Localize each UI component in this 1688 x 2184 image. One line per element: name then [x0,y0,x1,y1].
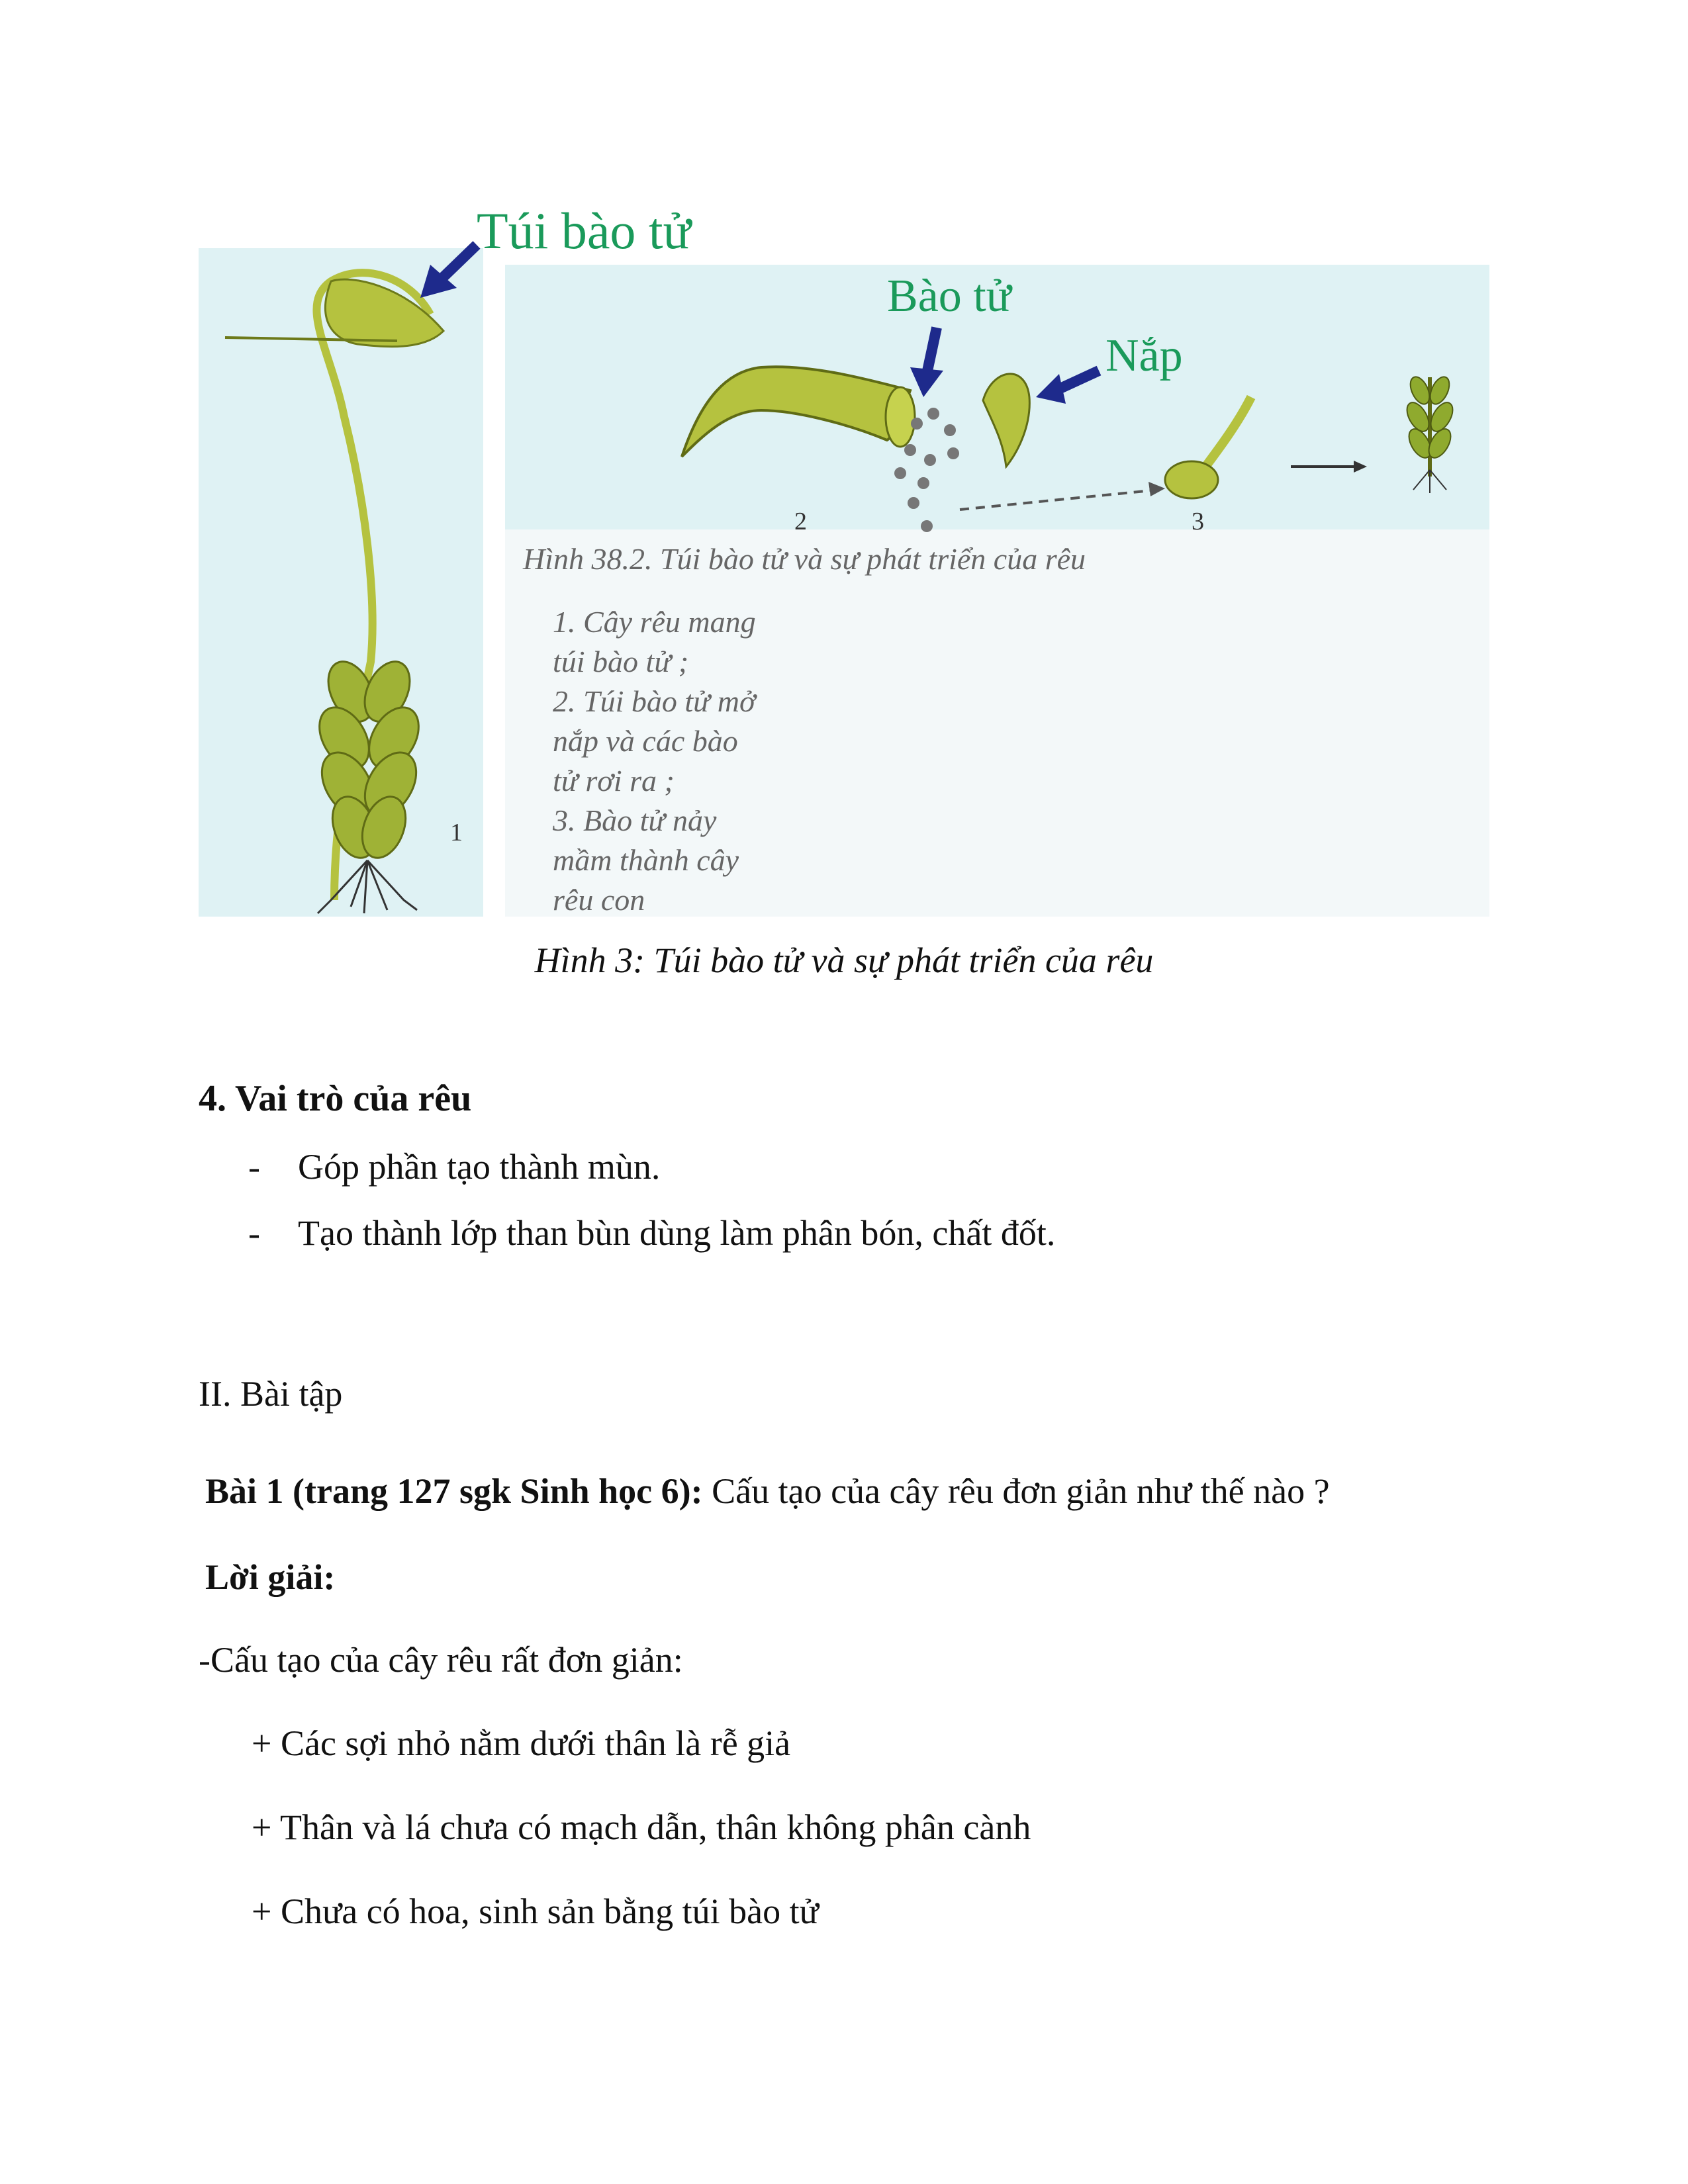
bullet-dash: - [248,1213,260,1253]
legend-line: túi bào tử ; [553,645,689,678]
legend-line: tử rơi ra ; [553,764,675,797]
plant-number-2: 2 [794,508,807,535]
list-item [248,1146,1572,1193]
figure-inner-caption: Hình 38.2. Túi bào tử và sự phát triển của rêu [523,542,1086,576]
label-nap: Nắp [1105,330,1183,381]
moss-figure-illustration [199,199,1496,927]
answer-item: + Chưa có hoa, sinh sản bằng túi bào tử [252,1891,819,1931]
list-item [248,1212,1572,1259]
legend-line: rêu con [553,883,645,917]
answer-intro: -Cấu tạo của cây rêu rất đơn giản: [199,1640,683,1680]
label-bao-tu: Bào tử [887,271,1011,322]
legend-line: nắp và các bào [553,724,738,758]
legend-line: 2. Túi bào tử mở [553,684,756,718]
plant-number-1: 1 [450,819,463,846]
list-item-text: Góp phần tạo thành mùn. [298,1147,661,1187]
label-tui-bao-tu: Túi bào tử [477,202,691,259]
bullet-dash: - [248,1147,260,1187]
legend-line: 1. Cây rêu mang [553,605,756,639]
question-text: Cấu tạo của cây rêu đơn giản như thế nào ? [702,1471,1330,1511]
plant-number-3: 3 [1192,508,1204,535]
section-title-roles: 4. Vai trò của rêu [199,1078,472,1119]
section-title-exercises: II. Bài tập [199,1374,343,1414]
list-item-text: Tạo thành lớp than bùn dùng làm phân bón, chất đốt. [298,1213,1056,1253]
legend-line: mầm thành cây [553,843,739,877]
question [205,1471,1330,1512]
question-label: Bài 1 (trang 127 sgk Sinh học 6): [205,1471,703,1511]
legend-line: 3. Bào tử nảy [553,803,717,837]
moss-figure [199,199,1496,927]
figure-caption: Hình 3: Túi bào tử và sự phát triển của rêu [534,940,1154,980]
answer-label: Lời giải: [205,1557,336,1597]
answer-item: + Thân và lá chưa có mạch dẫn, thân không phân cành [252,1807,1031,1847]
answer-item: + Các sợi nhỏ nằm dưới thân là rễ giả [252,1723,791,1763]
